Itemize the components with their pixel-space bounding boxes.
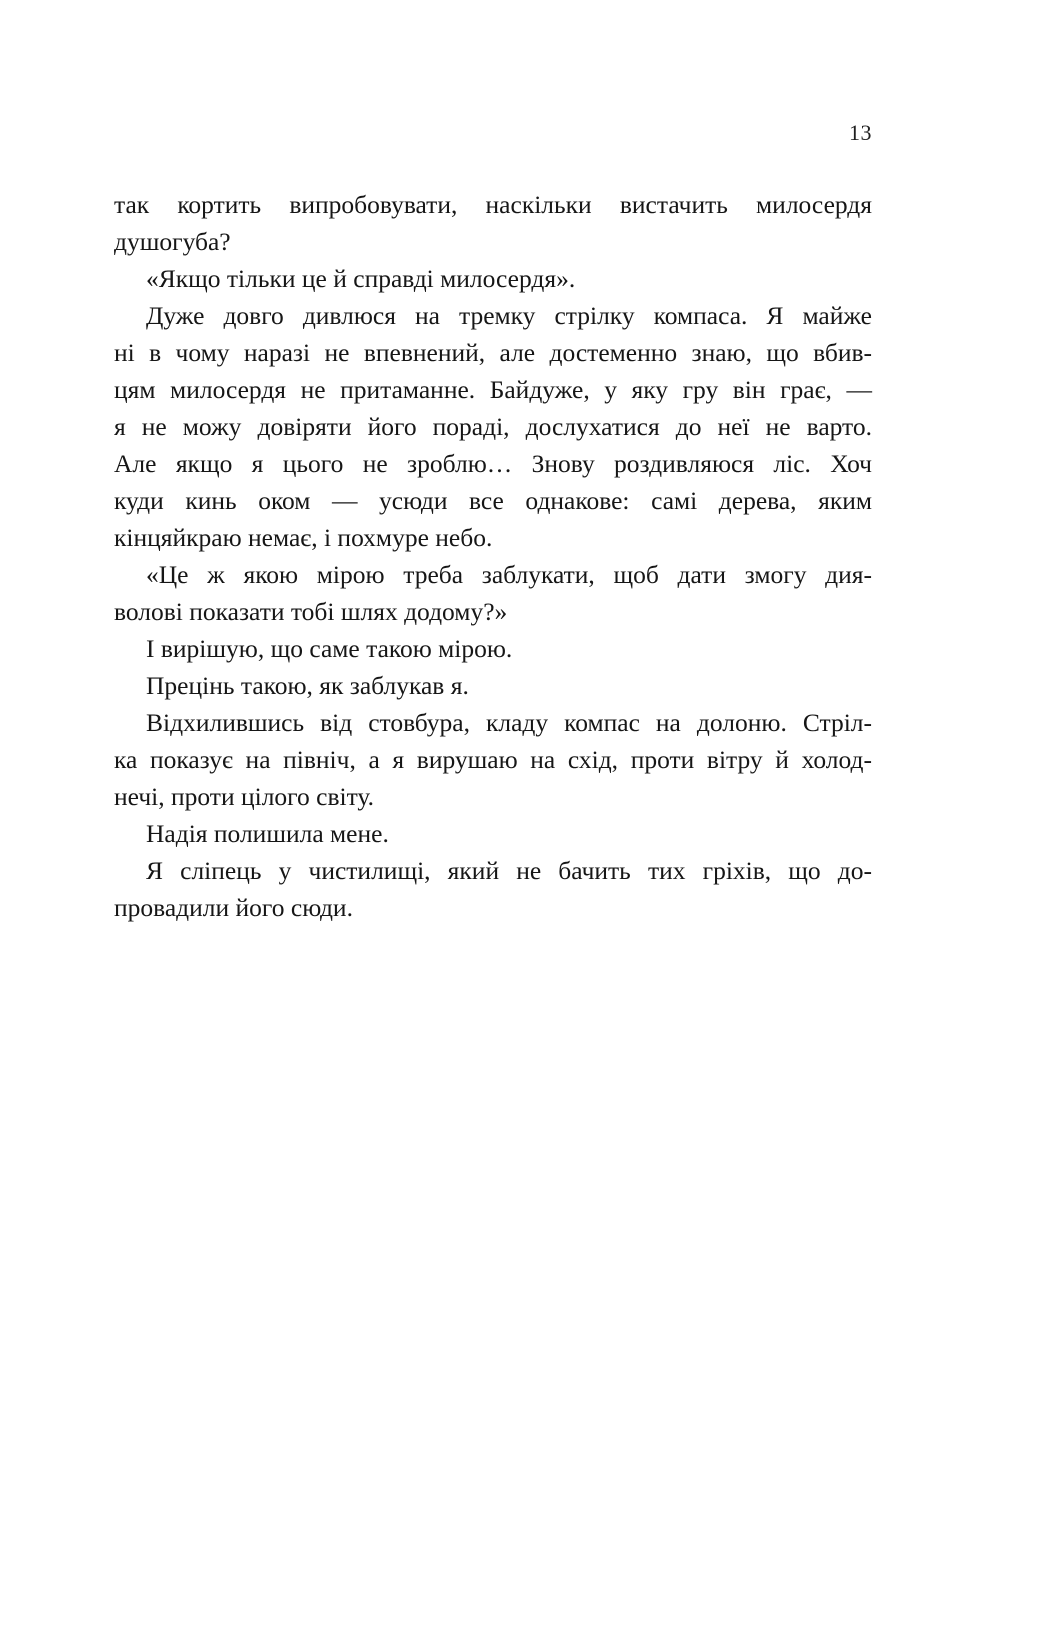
paragraph — [114, 186, 872, 260]
paragraph — [114, 260, 872, 297]
text-line: Я сліпець у чистилищі, який не бачить тих гріхів, що до- — [146, 856, 872, 885]
text-line: Надія полишила мене. — [146, 819, 389, 848]
text-line: цям милосердя не притаманне. Байдуже, у яку гру він грає, — — [114, 375, 872, 404]
text-line: ка показує на північ, а я вирушаю на схід, проти вітру й холод- — [114, 745, 872, 774]
paragraph — [114, 297, 872, 556]
text-line: «Якщо тільки це й справді милосердя». — [146, 264, 576, 293]
body-text-block — [114, 186, 872, 926]
text-line: так кортить випробовувати, наскільки вистачить милосердя — [114, 190, 872, 219]
paragraph — [114, 704, 872, 815]
text-line: «Це ж якою мірою треба заблукати, щоб дати змогу дия- — [146, 560, 872, 589]
paragraph — [114, 630, 872, 667]
text-line: куди кинь оком — усюди все однакове: самі дерева, яким — [114, 486, 872, 515]
paragraph — [114, 815, 872, 852]
text-line: Але якщо я цього не зроблю… Знову роздивляюся ліс. Хоч — [114, 449, 872, 478]
text-line: кінцяйкраю немає, і похмуре небо. — [114, 523, 493, 552]
paragraph — [114, 556, 872, 630]
paragraph — [114, 667, 872, 704]
text-line: нечі, проти цілого світу. — [114, 782, 374, 811]
text-line: я не можу довіряти його пораді, дослухатися до неї не варто. — [114, 412, 872, 441]
page-number: 13 — [849, 120, 872, 145]
text-line: І вирішую, що саме такою мірою. — [146, 634, 513, 663]
text-line: Дуже довго дивлюся на тремку стрілку компаса. Я майже — [146, 301, 872, 330]
text-line: душогуба? — [114, 227, 231, 256]
text-line: Прецінь такою, як заблукав я. — [146, 671, 469, 700]
text-line: Відхилившись від стовбура, кладу компас на долоню. Стріл- — [146, 708, 872, 737]
text-line: провадили його сюди. — [114, 893, 353, 922]
paragraph — [114, 852, 872, 926]
text-line: ні в чому наразі не впевнений, але достеменно знаю, що вбив- — [114, 338, 872, 367]
text-line: волові показати тобі шлях додому?» — [114, 597, 508, 626]
